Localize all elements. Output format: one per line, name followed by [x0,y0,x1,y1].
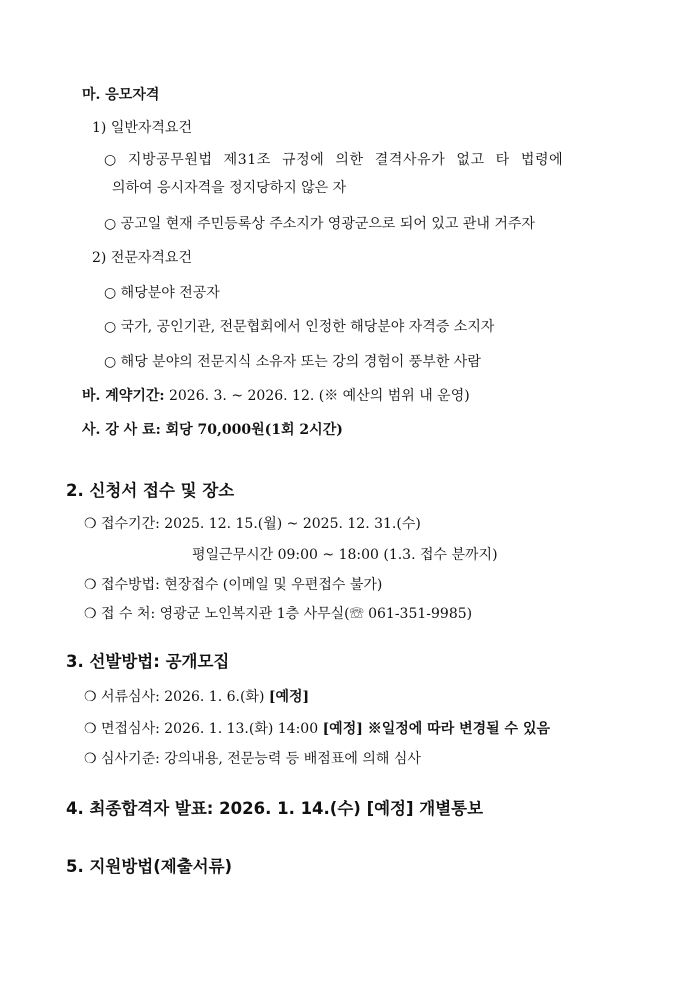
contract-period-value: 2026. 3. ~ 2026. 12. (※ 예산의 범위 내 운영) [164,388,470,404]
document-review [84,687,309,707]
interview-tag: [예정] [322,721,363,737]
requirement-item: ○ 지방공무원법 제31조 규정에 의한 결격사유가 없고 타 법령에 [104,152,564,168]
general-requirements-title: 1) 일반자격요건 [92,120,192,136]
contract-period-label: 바. 계약기간: [82,388,165,404]
interview-note: ※일정에 따라 변경될 수 있음 [362,721,550,737]
application-period: ❍ 접수기간: 2025. 12. 15.(월) ~ 2025. 12. 31.(수) [84,516,421,532]
requirement-item: ○ 공고일 현재 주민등록상 주소지가 영광군으로 되어 있고 관내 거주자 [104,216,535,232]
document-review-tag: [예정] [268,689,310,705]
interview-text: ❍ 면접심사: 2026. 1. 13.(화) 14:00 [84,721,323,737]
interview [84,719,550,739]
document-review-text: ❍ 서류심사: 2026. 1. 6.(화) [84,689,269,705]
section5-title: 5. 지원방법(제출서류) [66,857,233,876]
requirement-item-cont: 의하여 응시자격을 정지당하지 않은 자 [112,180,347,196]
section2-title: 2. 신청서 접수 및 장소 [66,481,235,500]
requirement-item: ○ 해당분야 전공자 [104,285,220,301]
requirement-item: ○ 국가, 공인기관, 전문협회에서 인정한 해당분야 자격증 소지자 [104,319,495,335]
section3-title: 3. 선발방법: 공개모집 [66,652,230,671]
application-method: ❍ 접수방법: 현장접수 (이메일 및 우편접수 불가) [84,577,383,593]
application-place: ❍ 접 수 처: 영광군 노인복지관 1층 사무실(☏ 061-351-9985) [84,606,473,622]
section4-title: 4. 최종합격자 발표: 2026. 1. 14.(수) [예정] 개별통보 [66,799,484,818]
section-ma-title: 마. 응모자격 [82,87,160,103]
lecture-fee [82,420,343,440]
contract-period [82,386,470,406]
lecture-fee-value: 회당 70,000원(1회 2시간) [160,422,343,438]
requirement-item: ○ 해당 분야의 전문지식 소유자 또는 강의 경험이 풍부한 사람 [104,354,481,370]
review-criteria: ❍ 심사기준: 강의내용, 전문능력 등 배점표에 의해 심사 [84,751,421,767]
application-hours: 평일근무시간 09:00 ~ 18:00 (1.3. 접수 분까지) [192,547,498,563]
professional-requirements-title: 2) 전문자격요건 [92,250,192,266]
lecture-fee-label: 사. 강 사 료: [82,422,161,438]
